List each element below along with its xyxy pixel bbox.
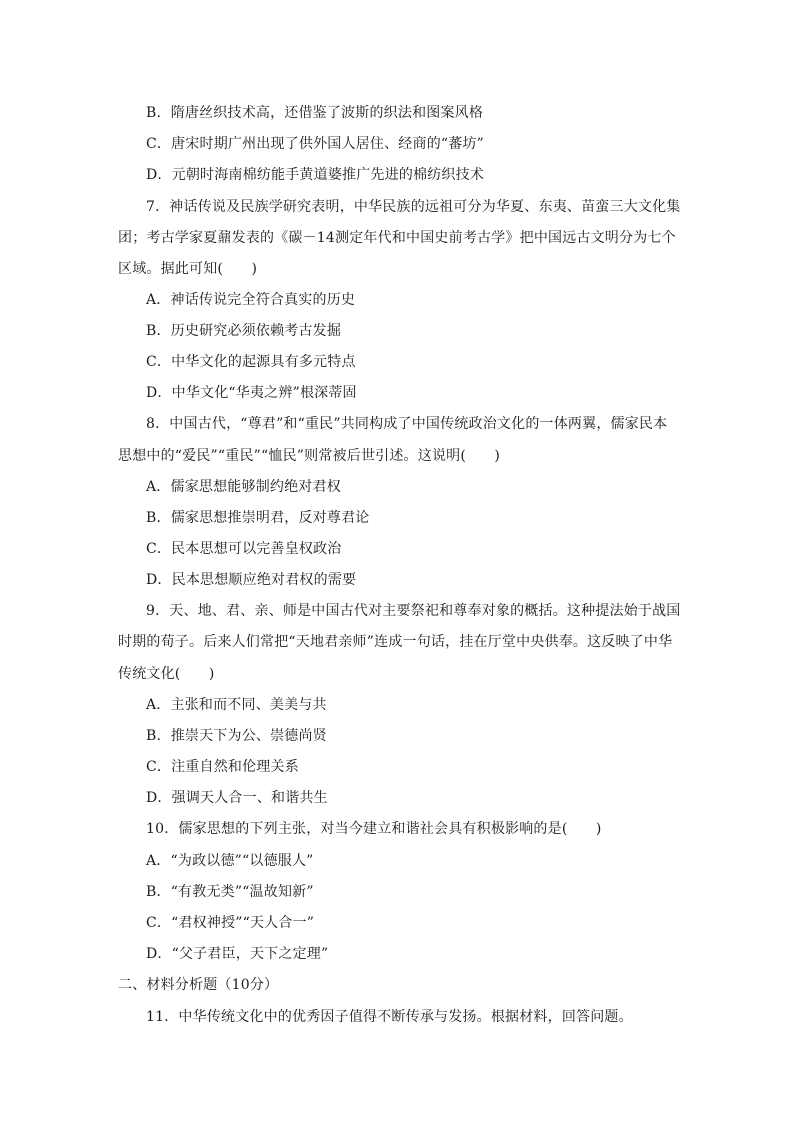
q11-stem: 11．中华传统文化中的优秀因子值得不断传承与发扬。根据材料，回答问题。 — [146, 1009, 633, 1025]
q8-option-a: A．儒家思想能够制约绝对君权 — [146, 479, 341, 495]
q8-stem-line2: 思想中的“爱民”“重民”“恤民”则常被后世引述。这说明( ) — [118, 448, 501, 464]
q10-option-a: A．“为政以德”“以德服人” — [146, 853, 314, 869]
q7-option-b: B．历史研究必须依赖考古发掘 — [146, 323, 342, 339]
q10-option-d: D．“父子君臣，天下之定理” — [146, 946, 329, 962]
q10-stem: 10．儒家思想的下列主张，对当今建立和谐社会具有积极影响的是( ) — [146, 821, 602, 837]
q7-stem-line3: 区域。据此可知( ) — [118, 261, 258, 277]
q9-stem-line1: 9．天、地、君、亲、师是中国古代对主要祭祀和尊奉对象的概括。这种提法始于战国 — [146, 603, 681, 619]
section-heading-material-analysis: 二、材料分析题（10分） — [118, 977, 279, 993]
q9-option-a: A．主张和而不同、美美与共 — [146, 697, 327, 713]
q7-option-c: C．中华文化的起源具有多元特点 — [146, 354, 356, 370]
q8-option-d: D．民本思想顺应绝对君权的需要 — [146, 572, 357, 588]
q8-option-b: B．儒家思想推崇明君，反对尊君论 — [146, 510, 370, 526]
q9-option-c: C．注重自然和伦理关系 — [146, 759, 299, 775]
q9-option-b: B．推崇天下为公、崇德尚贤 — [146, 728, 327, 744]
q10-option-c: C．“君权神授”“天人合一” — [146, 915, 315, 931]
q8-stem-line1: 8．中国古代，“尊君”和“重民”共同构成了中国传统政治文化的一体两翼，儒家民本 — [146, 416, 668, 432]
q7-stem-line1: 7．神话传说及民族学研究表明，中华民族的远祖可分为华夏、东夷、苗蛮三大文化集 — [146, 199, 681, 215]
q8-option-c: C．民本思想可以完善皇权政治 — [146, 541, 342, 557]
q9-option-d: D．强调天人合一、和谐共生 — [146, 790, 328, 806]
q9-stem-line2: 时期的荀子。后来人们常把“天地君亲师”连成一句话，挂在厅堂中央供奉。这反映了中华 — [118, 634, 673, 650]
q6-option-c: C．唐宋时期广州出现了供外国人居住、经商的“蕃坊” — [146, 136, 485, 152]
q7-stem-line2: 团；考古学家夏鼐发表的《碳－14测定年代和中国史前考古学》把中国远古文明分为七个 — [118, 230, 676, 246]
q6-option-d: D．元朝时海南棉纺能手黄道婆推广先进的棉纺织技术 — [146, 167, 485, 183]
q10-option-b: B．“有教无类”“温故知新” — [146, 884, 314, 900]
q6-option-b: B．隋唐丝织技术高，还借鉴了波斯的织法和图案风格 — [146, 105, 484, 121]
q7-option-a: A．神话传说完全符合真实的历史 — [146, 292, 356, 308]
q9-stem-line3: 传统文化( ) — [118, 666, 215, 682]
q7-option-d: D．中华文化“华夷之辨”根深蒂固 — [146, 385, 357, 401]
